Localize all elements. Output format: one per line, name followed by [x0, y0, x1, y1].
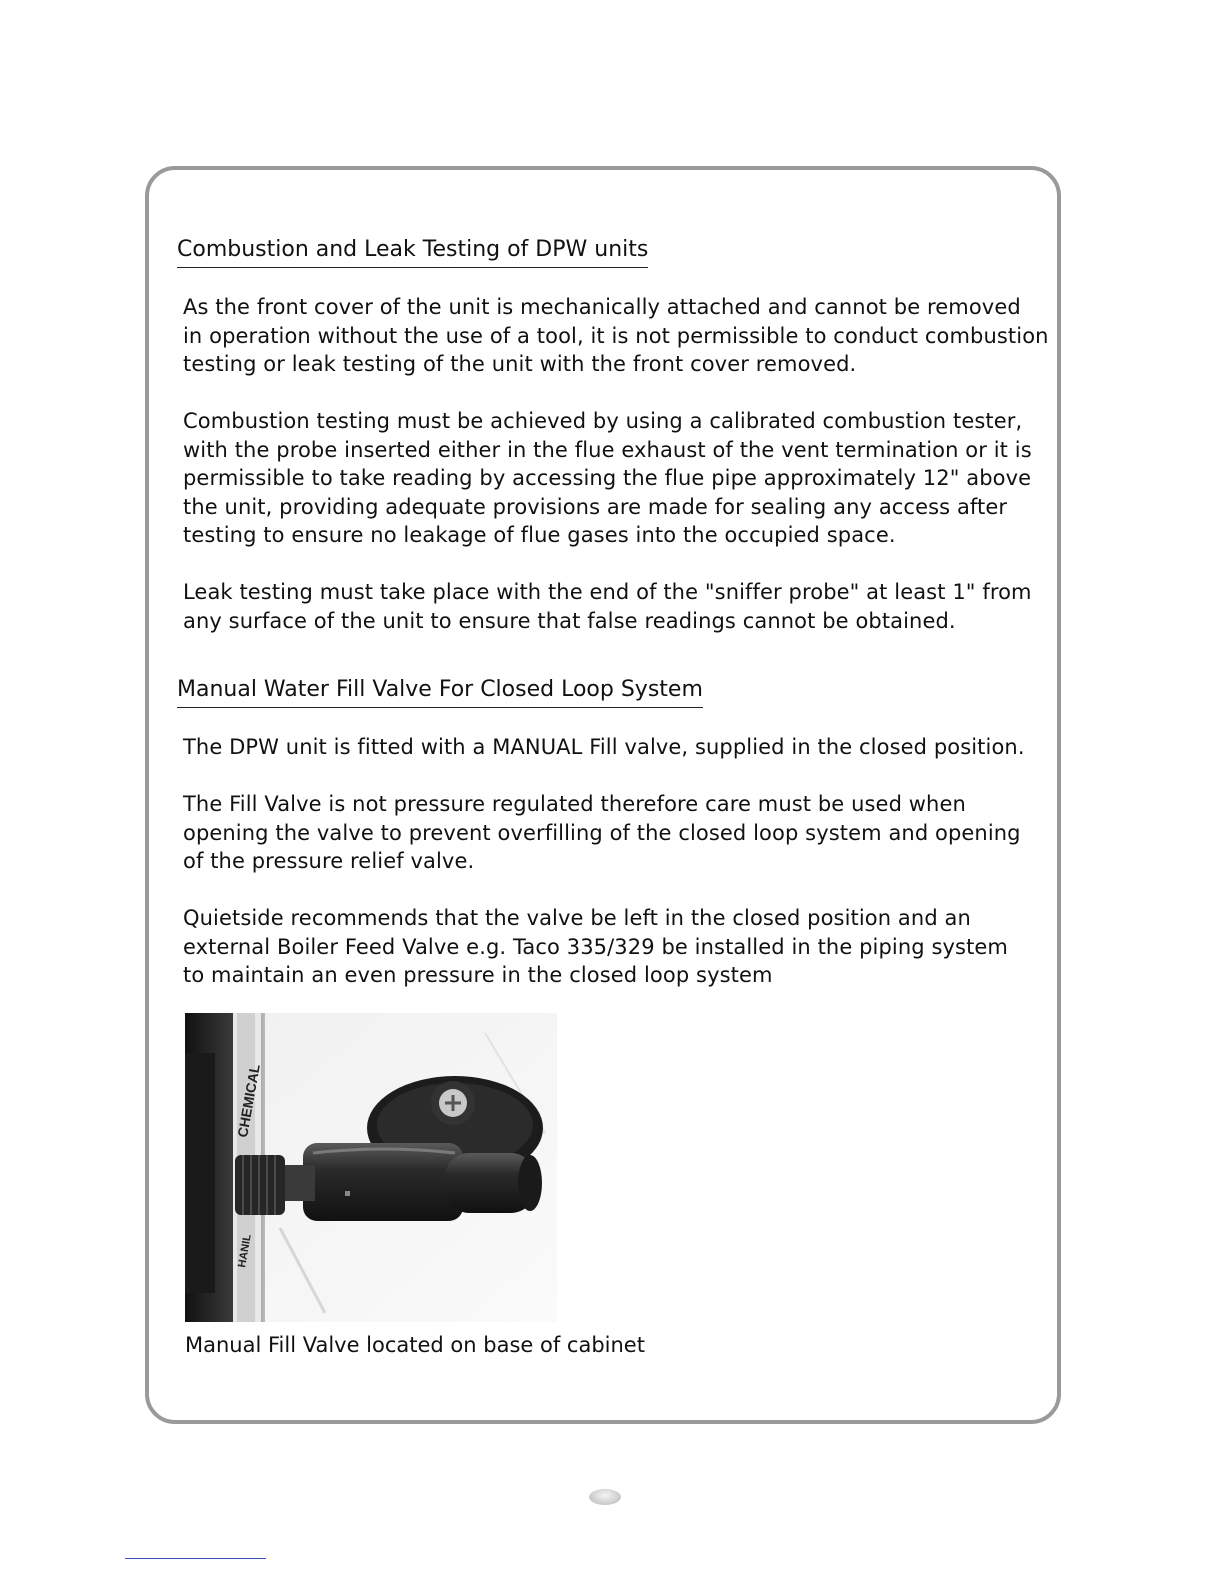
paragraph-not-regulated: [183, 790, 1021, 876]
paragraph-line: Combustion testing must be achieved by using a calibrated combustion tester,: [183, 409, 1023, 433]
paragraph-line: to maintain an even pressure in the closed loop system: [183, 963, 773, 987]
footer-rule: [125, 1558, 266, 1559]
paragraph-line: testing or leak testing of the unit with the front cover removed.: [183, 352, 857, 376]
paragraph-line: Leak testing must take place with the end of the "sniffer probe" at least 1" from: [183, 580, 1032, 604]
paragraph-line: in operation without the use of a tool, it is not permissible to conduct combustion: [183, 323, 1049, 348]
paragraph-line: The DPW unit is fitted with a MANUAL Fill valve, supplied in the closed position.: [183, 735, 1025, 759]
paragraph-line: external Boiler Feed Valve e.g. Taco 335/329 be installed in the piping system: [183, 934, 1008, 959]
page-number-mark: [589, 1489, 621, 1505]
section-heading-combustion: Combustion and Leak Testing of DPW units: [177, 235, 648, 268]
paragraph-line: testing to ensure no leakage of flue gases into the occupied space.: [183, 523, 896, 547]
paragraph-leak-testing: [183, 578, 1032, 635]
paragraph-line: The Fill Valve is not pressure regulated therefore care must be used when: [183, 792, 966, 816]
section-heading-fill-valve: Manual Water Fill Valve For Closed Loop System: [177, 675, 703, 708]
photo-label-chemical: CHEMICAL: [234, 1062, 263, 1139]
paragraph-line: permissible to take reading by accessing the flue pipe approximately 12" above: [183, 466, 1032, 490]
paragraph-line: with the probe inserted either in the flue exhaust of the vent termination or it is: [183, 437, 1032, 462]
photo-caption: Manual Fill Valve located on base of cabinet: [185, 1333, 645, 1357]
fill-valve-photo: [185, 1013, 557, 1322]
paragraph-line: Quietside recommends that the valve be left in the closed position and an: [183, 906, 971, 930]
paragraph-manual-valve: [183, 733, 1025, 762]
paragraph-line: any surface of the unit to ensure that false readings cannot be obtained.: [183, 608, 956, 633]
paragraph-line: As the front cover of the unit is mechanically attached and cannot be removed: [183, 295, 1021, 319]
fill-valve-illustration: [185, 1013, 557, 1322]
paragraph-recommendation: [183, 904, 1008, 990]
paragraph-front-cover: [183, 293, 1049, 379]
photo-label-hanil: HANIL: [236, 1233, 254, 1269]
paragraph-line: opening the valve to prevent overfilling of the closed loop system and opening: [183, 820, 1021, 845]
paragraph-combustion-testing: [183, 407, 1032, 550]
paragraph-line: the unit, providing adequate provisions are made for sealing any access after: [183, 494, 1008, 519]
paragraph-line: of the pressure relief valve.: [183, 849, 475, 873]
